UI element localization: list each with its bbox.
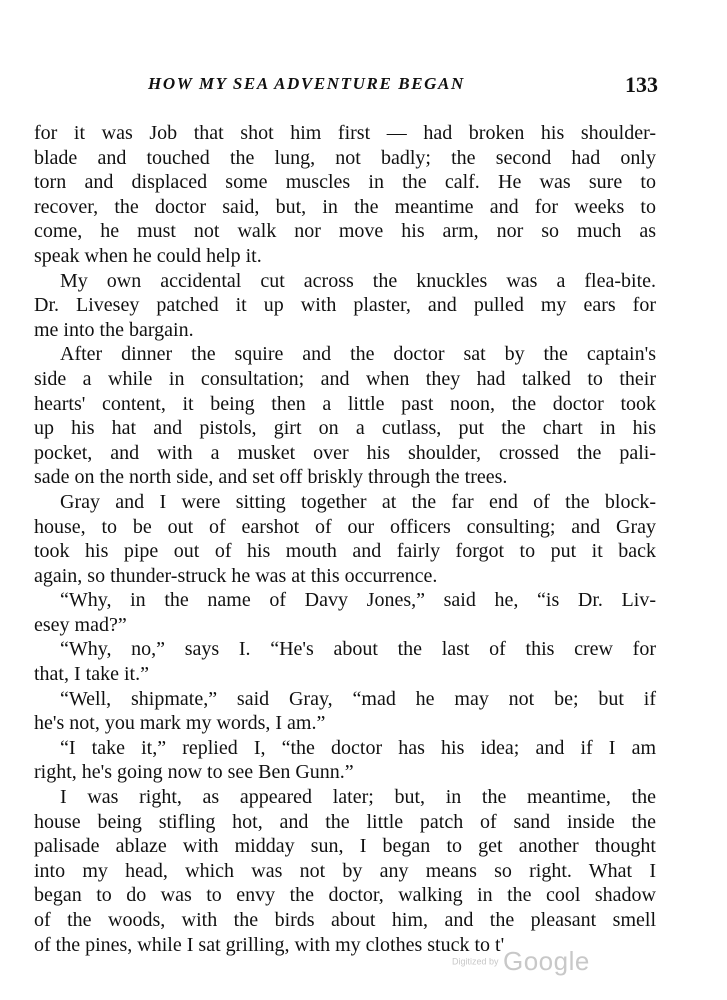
text-line: recover, the doctor said, but, in the meantime and for weeks to <box>34 195 656 218</box>
text-line: side a while in consultation; and when they had talked to their <box>34 367 656 390</box>
text-line: speak when he could help it. <box>34 244 262 267</box>
text-line: house being stifling hot, and the little patch of sand inside the <box>34 810 656 833</box>
text-line: began to do was to envy the doctor, walking in the cool shadow <box>34 884 656 907</box>
text-line: of the woods, with the birds about him, and the pleasant smell <box>34 909 656 931</box>
text-line: took his pipe out of his mouth and fairly forgot to put it back <box>34 540 656 563</box>
text-line: Dr. Livesey patched it up with plaster, and pulled my ears for <box>34 294 656 317</box>
running-head <box>148 74 658 100</box>
text-line: After dinner the squire and the doctor sat by the captain's <box>60 343 656 366</box>
text-line: esey mad?” <box>34 613 127 636</box>
text-line: I was right, as appeared later; but, in the meantime, the <box>60 786 656 809</box>
text-line: pocket, and with a musket over his shoulder, crossed the pali- <box>34 441 656 464</box>
watermark-brand: Google <box>502 946 590 976</box>
text-line: house, to be out of earshot of our officers consulting; and Gray <box>34 515 656 538</box>
text-line: “I take it,” replied I, “the doctor has his idea; and if I am <box>60 736 656 759</box>
text-line: “Why, no,” says I. “He's about the last of this crew for <box>60 638 656 661</box>
text-line: up his hat and pistols, girt on a cutlass, put the chart in his <box>34 417 656 440</box>
text-line: blade and touched the lung, not badly; the second had only <box>34 146 656 169</box>
text-line: “Well, shipmate,” said Gray, “mad he may not be; but if <box>60 687 656 710</box>
text-line: he's not, you mark my words, I am.” <box>34 712 326 735</box>
text-line: that, I take it.” <box>34 663 149 686</box>
text-line: “Why, in the name of Davy Jones,” said he, “is Dr. Liv- <box>60 589 656 612</box>
page-number: 133 <box>625 72 658 97</box>
text-line: come, he must not walk nor move his arm, nor so much as <box>34 220 656 243</box>
text-line: Gray and I were sitting together at the far end of the block- <box>60 490 656 513</box>
text-line: right, he's going now to see Ben Gunn.” <box>34 761 354 784</box>
body-text <box>34 121 656 957</box>
text-line: sade on the north side, and set off briskly through the trees. <box>34 466 508 489</box>
digitized-watermark <box>452 946 590 977</box>
running-title: HOW MY SEA ADVENTURE BEGAN <box>148 74 465 93</box>
text-line: again, so thunder-struck he was at this occurrence. <box>34 564 438 587</box>
text-line: hearts' content, it being then a little past noon, the doctor took <box>34 392 656 415</box>
text-line: torn and displaced some muscles in the calf. He was sure to <box>34 171 656 194</box>
text-line: for it was Job that shot him first — had broken his shoulder- <box>34 122 656 144</box>
text-line: of the pines, while I sat grilling, with my clothes stuck to t' <box>34 933 505 956</box>
text-line: My own accidental cut across the knuckles was a flea-bite. <box>60 269 656 292</box>
watermark-prefix: Digitized by <box>452 956 499 967</box>
text-line: me into the bargain. <box>34 318 194 341</box>
text-line: into my head, which was not by any means so right. What I <box>34 859 656 882</box>
text-line: palisade ablaze with midday sun, I began to get another thought <box>34 835 656 858</box>
